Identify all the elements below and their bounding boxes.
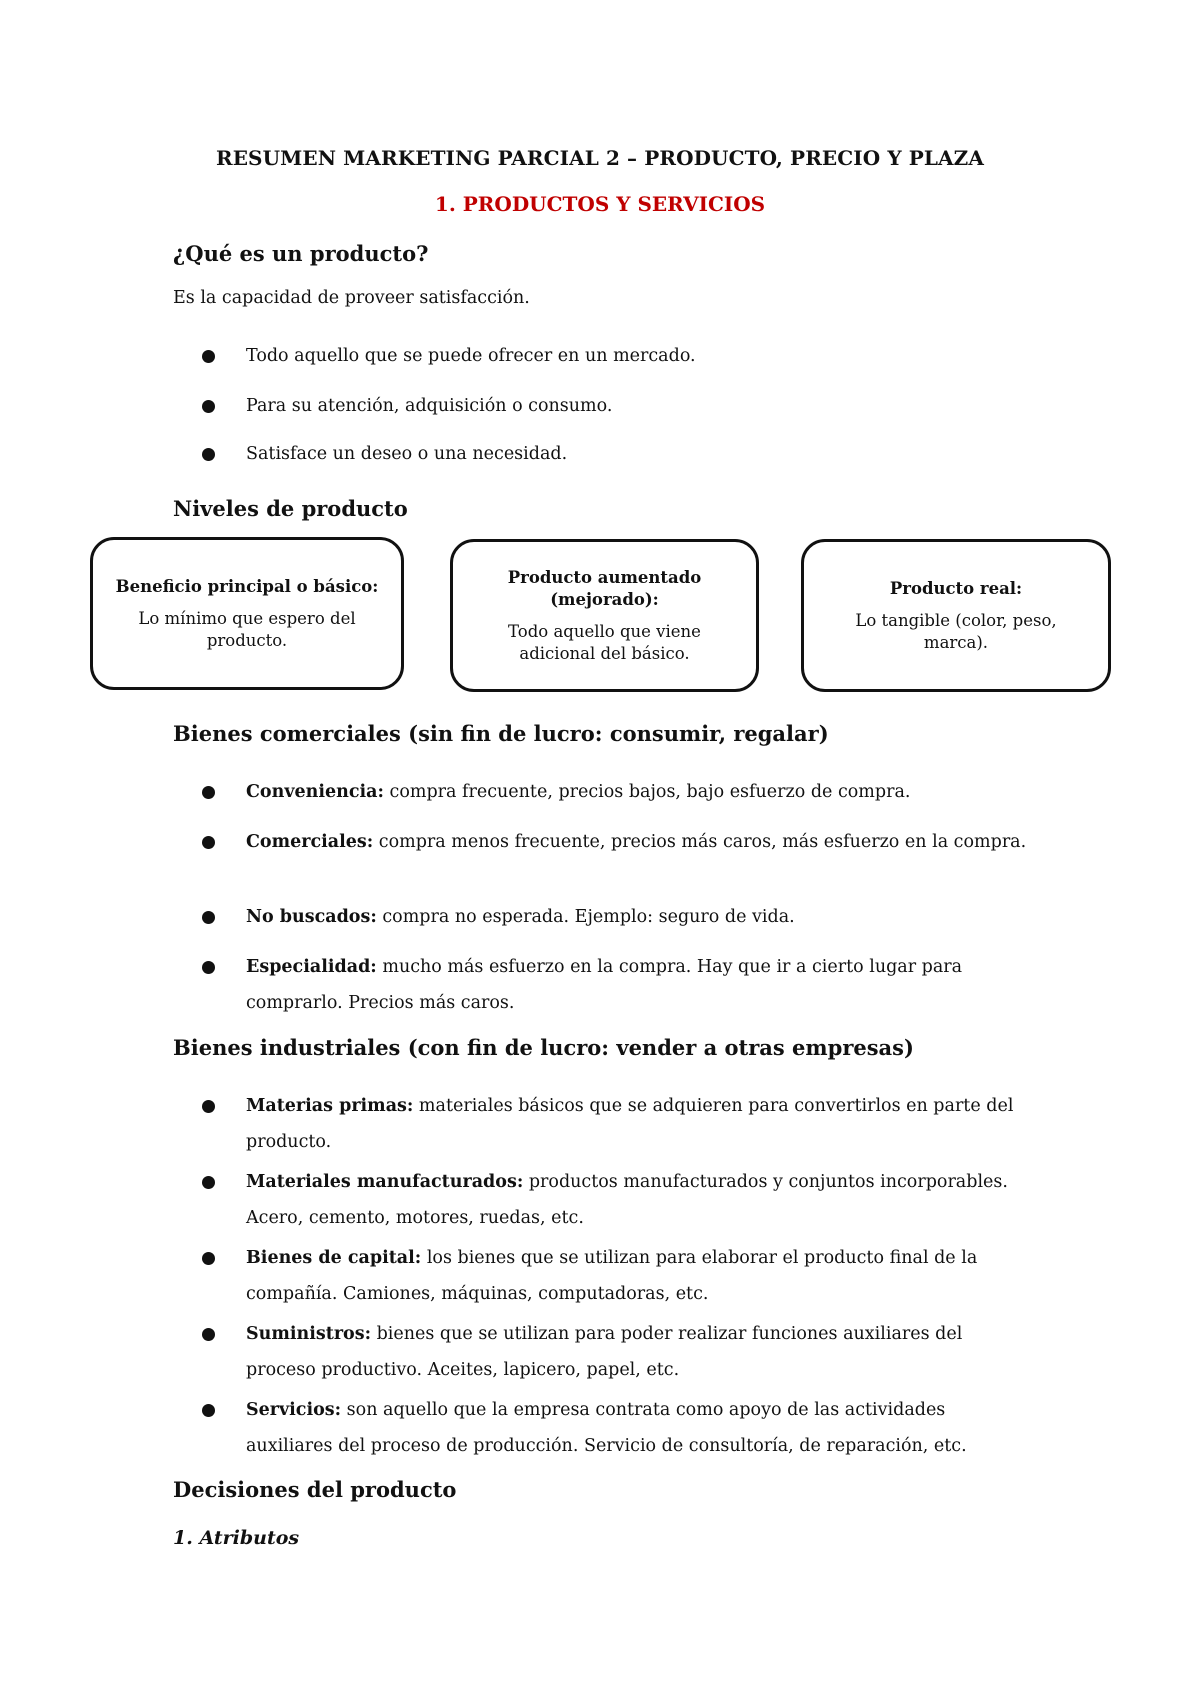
list-item: Especialidad: mucho más esfuerzo en la compra. Hay que ir a cierto lugar para comprarlo. Precios más caros. [208, 949, 1028, 1021]
list-item: Todo aquello que se puede ofrecer en un mercado. [208, 338, 1028, 374]
heading-bienes-industriales: Bienes industriales (con fin de lucro: vender a otras empresas) [173, 1035, 914, 1060]
bullet-icon [202, 1404, 215, 1417]
list-item: Satisface un deseo o una necesidad. [208, 436, 1028, 472]
definition-text: Es la capacidad de proveer satisfacción. [173, 288, 530, 308]
nivel-box-body: Lo tangible (color, peso, marca). [855, 610, 1057, 652]
bullet-icon [202, 1100, 215, 1113]
heading-bienes-comerciales: Bienes comerciales (sin fin de lucro: consumir, regalar) [173, 721, 829, 746]
nivel-box-title: Producto aumentado (mejorado): [507, 567, 702, 609]
bullet-icon [202, 400, 215, 413]
list-item: Comerciales: compra menos frecuente, precios más caros, más esfuerzo en la compra. [208, 824, 1028, 860]
subheading-atributos: 1. Atributos [173, 1527, 300, 1549]
list-item: Bienes de capital: los bienes que se utilizan para elaborar el producto final de la compañía. Camiones, máquinas, computadoras, etc. [208, 1240, 1028, 1312]
section-heading: 1. PRODUCTOS Y SERVICIOS [434, 192, 766, 216]
bullet-icon [202, 961, 215, 974]
list-item: No buscados: compra no esperada. Ejemplo: seguro de vida. [208, 899, 1028, 935]
list-item: Materiales manufacturados: productos manufacturados y conjuntos incorporables. Acero, cemento, motores, ruedas, etc. [208, 1164, 1028, 1236]
bullet-icon [202, 1328, 215, 1341]
list-item: Servicios: son aquello que la empresa contrata como apoyo de las actividades auxiliares del proceso de producción. Servicio de consultoría, de reparación, etc. [208, 1392, 1028, 1464]
list-item: Materias primas: materiales básicos que se adquieren para convertirlos en parte del producto. [208, 1088, 1028, 1160]
document-title: RESUMEN MARKETING PARCIAL 2 – PRODUCTO, PRECIO Y PLAZA [215, 146, 984, 170]
nivel-box-title: Producto real: [889, 578, 1023, 598]
nivel-box-real [801, 539, 1111, 692]
heading-decisiones-producto: Decisiones del producto [173, 1477, 457, 1502]
bullet-icon [202, 836, 215, 849]
bullet-icon [202, 1252, 215, 1265]
nivel-box-basico [90, 537, 404, 690]
nivel-box-body: Todo aquello que viene adicional del básico. [508, 621, 701, 663]
bullet-icon [202, 786, 215, 799]
heading-que-es-producto: ¿Qué es un producto? [173, 241, 429, 266]
nivel-box-body: Lo mínimo que espero del producto. [138, 608, 356, 650]
bullet-icon [202, 448, 215, 461]
list-item: Suministros: bienes que se utilizan para poder realizar funciones auxiliares del proceso productivo. Aceites, lapicero, papel, etc. [208, 1316, 1028, 1388]
nivel-box-title: Beneficio principal o básico: [115, 576, 379, 596]
list-item: Para su atención, adquisición o consumo. [208, 388, 1028, 424]
bullet-icon [202, 350, 215, 363]
bullet-icon [202, 1176, 215, 1189]
heading-niveles-producto: Niveles de producto [173, 496, 408, 521]
bullet-icon [202, 911, 215, 924]
list-item: Conveniencia: compra frecuente, precios bajos, bajo esfuerzo de compra. [208, 774, 1028, 810]
nivel-box-aumentado [450, 539, 759, 692]
